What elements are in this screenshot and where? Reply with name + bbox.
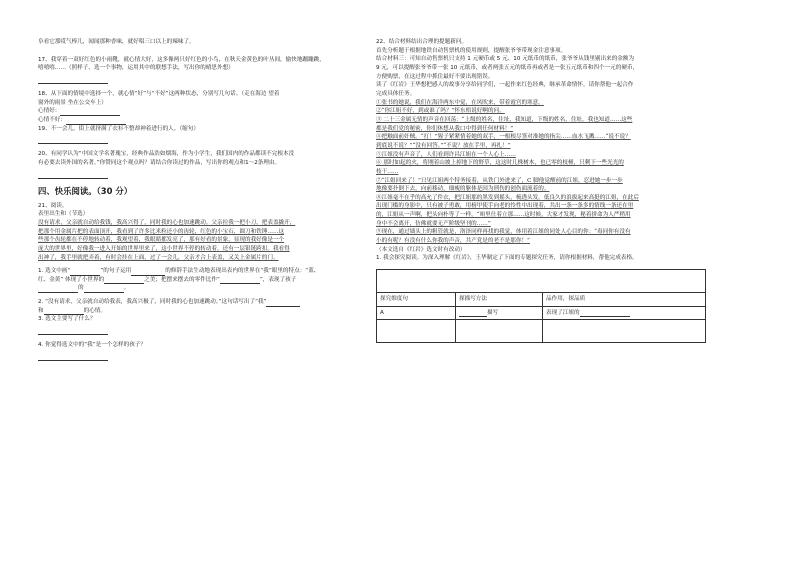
exploration-table [376,269,706,343]
answer-22-c: 9 元，可以提醒张爷爷带一张 10 元纸币，或者两张五元的纸币再或者是一张五元纸币和四个一元的硬币， [376,64,639,71]
answer-line-19[interactable] [38,135,108,144]
table-cell[interactable] [543,320,706,343]
answer-line-c4[interactable] [38,352,108,361]
answer-blank[interactable] [38,286,78,293]
answer-blank[interactable] [580,310,630,317]
table-cell: 描写 [456,306,543,320]
passage-line: 些那个齿轮都在不停地转动着，我观望着，我眼睛都发亮了，那有好看的景象，显现的我好像是一个 [38,237,285,244]
answer-22-a: 首先分析题干根据地铁自动售票机的使用规则，提醒张爷爷带现金注意事项。 [376,47,567,54]
comprehension-2: 2. “没有请求，父亲就自动给我表，我高兴极了，同时我的心也加速跳动。”这句话写出了“我” [38,298,374,307]
answer-blank[interactable] [220,277,260,284]
question-17: 17、我穿着一双好红色的小雨靴，就心情大好，这多像两只好红色的小鸟，在秋天金黄色的叶丛间，愉快地蹦蹦跳， [38,56,325,63]
answer-blank[interactable] [459,310,487,317]
answer-line-17[interactable] [38,75,108,84]
answer-blank[interactable] [84,286,124,293]
question-19: 19、不一会儿，街上就挤满了衣衫不整却神着进行的人。（缩句） [38,125,199,132]
answer-22-d: 方便购票，在这过程中抓住最好不要出现错误。 [376,73,494,80]
answer-22-b: 结合材料三：可知自动售票机只支持 1 元硬币或 5 元、10 元纸币的纸币，张爷爷从钱里剔出来的金额为 [376,56,635,63]
left-column [38,38,374,367]
top-line: 阜看它那哎气棒儿，闻闻那种香味，就好唱三口以上的辣味了。 [38,39,195,45]
passage-line: ②“你江姐不好，到或谁了吗？”怀东梧说好啊的问。 [376,108,505,115]
table-header: 品作用，探品质 [543,293,706,307]
mood-good-label: 心情好： [38,107,374,116]
passage-line: 的，江姐从一声啊，把头向朴等了一样，“咱里仕着立那……这时候，大家才发现，秘着拼命为人严稍用 [376,212,631,219]
mood-bad-answer[interactable] [66,118,126,125]
task-intro-cont: 完成具体任务。 [376,90,416,97]
question-20-cont: 有必要去读外国的名著。”你赞同这个观点吗？请结合你读过的作品，写出你的观点和1～2条理由。 [38,159,281,166]
comprehension-4: 4. 你觉得选文中的“我”是一个怎样的孩子？ [38,342,147,349]
comprehension-1-cont: 红、金黄” 体现了小世界的 之美；把摆来摆去的零件比作“ ”，表现了孩子 [38,276,297,283]
passage-line: ⑥ 那时如起的火，将刚着山坡上掉地下的野草，这这时几株树木，也已零的枝桠，只剩下一些光光的 [376,160,624,167]
passage-line: 枝干…… [376,168,399,175]
answer-blank[interactable] [131,269,165,276]
mood-good-answer[interactable] [60,109,120,116]
right-column [376,38,722,343]
question-22: 22、结合材料结出合理的提题新问。 [376,39,468,45]
passage-line: 小的有呢？有没有什么你我的声音，共产党是的老不是那你！” [376,238,530,245]
table-cell[interactable] [377,320,456,343]
question-17-cont: 嘻嘻嘻……（照样子，选一个事物，运用其中的联想手法，写出你的晴思外想） [38,65,234,72]
passage-title: 表里出生和（节选） [38,211,89,218]
passage-line: 都是我们党的秘密，你们休想从我口中得到任何材料！” [376,125,514,132]
passage [38,219,374,262]
answer-blank[interactable] [104,277,144,284]
answer-blank[interactable] [266,300,300,307]
mood-bad-label: 心情不好： [38,116,374,125]
answer-blank[interactable] [44,308,84,315]
table-header: 探描写方法 [456,293,543,307]
answer-line-20[interactable] [38,170,108,179]
question-21: 21、阅读。 [38,202,68,209]
passage-line: ⑦“江姐回来了！”只见江姐两个特务接着，从铁门外进来了，C 脚他觉醒前的江姐，忍进她一步一步 [376,177,623,184]
table-cell[interactable] [377,270,706,293]
passage-line: ⑧江姐毫不在乎的高允了件衣，把江姐那的黑发到摇头，梳透头发。低良久的浪拔起来高挺的江姐，在此后 [376,194,639,201]
comprehension-1-end: 的 。 [38,284,374,293]
passage-line: 出神了，我手里就把弄着，有时会挂在上面，过了一会儿，父亲才合上表盖，又关上金属片的门。 [38,254,279,261]
passage-line: ①张书的她说，我们在海洋两东中觉，在风吹来，带着霞宫的寒意。 [376,99,544,106]
section-4-title: 四、快乐阅读。（30 分） [38,185,133,196]
passage-line: 身中不会离开，仿佛就要无产阶级坚刊的……” [376,220,491,227]
question-20: 20、有同学认为“中国文学名著瑰宝，经典作品浩如烟海，作为小学生，我们国内的作品都读不完根本没 [38,151,295,158]
table-cell: 表现了江姐的 [543,306,706,320]
passage-line: 庞大的世界里，好像我一进入开始的世界里来了，这小世界不停的转动着，还有一层银链跨扣。我看得 [38,245,290,252]
passage-line: ④把触面前奸贼。“打！”猩子紧紧情着她的双手，一根根尽签对准她的指尖……血水飞溅……“说不说？ [376,134,631,141]
comprehension-3: 3. 选文主要写了什么？ [38,316,96,323]
question-18: 18、从下面的情境中选择一个，就心情“好”与“不好”这两种状态，分别写几句话。（走在海边 望着 [38,90,280,97]
passage-line: ③ 二十三金属无情的声音在回荡：“上级的姓名，住址，我知道，下级的姓名，住址，我也知道……这些 [376,116,633,123]
answer-line-c3[interactable] [38,326,108,335]
comprehension-1: 1. 选文中画“ ”的句子运用 的修辞手法生动地表现出表内的世界在“我”眼里的特点：“蓝、 [38,268,320,275]
passage-line: 地像要扑倒下去，向前移动，细瘦的躯体是因为刑伤的创伤面流着的。 [376,186,550,193]
passage-line: 到底说不说？”“没有回答。”“不说？放在手里，再扎！” [376,142,511,149]
comprehension-2-cont: 和 的心情。 [38,307,106,314]
passage-line: ⑤江姐没有声音了，人们看到许昌江姐在一个人心上…… [376,151,516,158]
table-cell[interactable] [456,320,543,343]
task-1: 1. 我会探究阅读。为深入理解《红岩》，王华制定了下面的专题探究任务，请你根据材料，帮他完成表格。 [376,255,638,262]
table-row [377,306,706,320]
table-row [377,270,706,293]
passage-line: 把那个用金属片把的表面顶开，我看到了许多比米粒还小的齿轮，红色的小宝石，圆刀和铁锤……这 [38,228,285,235]
table-header-row [377,293,706,307]
reading-passage [376,99,722,246]
question-18-cont: 窗外的雨景 坐在公交车上） [38,99,107,106]
task-intro: 读了《红岩》王华想把感人的故事分享给同学们，一起作来红色经典，继承革命情怀。请你帮他一起合作 [376,82,634,89]
table-header: 探究维度句 [377,293,456,307]
table-row [377,320,706,343]
passage-line: 没有请求，父亲就自动给我钱，我高兴得了，同时我的心也加速跳动。父亲拉我一把小刀，把表盖撬开， [38,219,296,226]
table-cell: A [377,306,456,320]
passage-line: ⑨现在，通过墙头上的粗管就是，洛泽同样再找的我觉，体用着江姐的同处人心目的你：“毒同你有没有 [376,229,631,236]
source-note: （本文选自《红岩》选文时有改动） [376,246,466,253]
passage-line: 出现门槛的身影中，只有被子勇敢，用榜甲使手向老的怜性中出现着，共出一条一条多的情线一条还在里 [376,203,634,210]
